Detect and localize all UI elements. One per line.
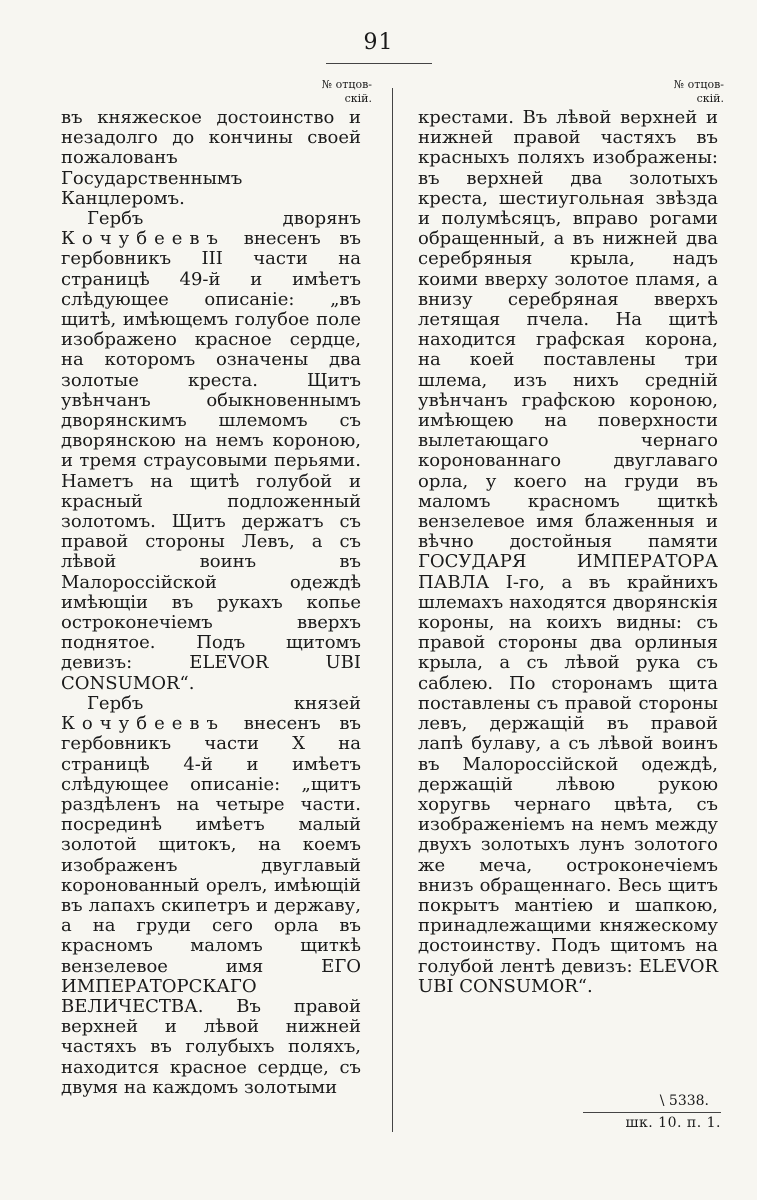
margin-note-right: № отцов- скій. bbox=[673, 78, 724, 105]
page-number-rule bbox=[326, 63, 432, 64]
right-column bbox=[418, 108, 718, 997]
right-paragraph-1: крестами. Въ лѣвой верхней и нижней правой частяхъ въ красныхъ поляхъ изображены: въ верхней два золотыхъ креста, шестиугольная звѣзда и полумѣсяцъ, вправо рогами обращенный, а въ нижней два серебряныя крыла, надъ коими вверху золотое пламя, а внизу серебряная вверхъ летящая пчела. На щитѣ находится графская корона, на коей поставлены три шлема, изъ нихъ средній увѣнчанъ графскою короною, имѣющею на поверхности вылетающаго чернаго коронованнаго двуглаваго орла, у коего на груди въ маломъ красномъ щиткѣ вензелевое имя блаженныя и вѣчно достойныя памяти ГОСУДАРЯ ИМПЕРАТОРА ПАВЛА I-го, а въ крайнихъ шлемахъ находятся дворянскія короны, на коихъ видны: съ правой стороны два орлиныя крыла, а съ лѣвой рука съ саблею. По сторонамъ щита поставлены съ правой стороны левъ, держащій въ правой лапѣ булаву, а съ лѣвой воинъ въ Малороссійской одеждѣ, держащій лѣвою рукою хоругвь чернаго цвѣта, съ изображеніемъ на немъ между двухъ золотыхъ лунъ золотого же меча, остроконечіемъ внизъ обращеннаго. Весь щитъ покрытъ мантіею и шапкою, принадлежащими княжескому достоинству. Подъ щитомъ на голубой лентѣ девизъ: ELEVOR UBI CONSUMOR“. bbox=[418, 107, 718, 997]
left-paragraph-3-body: внесенъ въ гербовникъ части X на страницѣ 4-й и имѣетъ слѣдующее описаніе: „щитъ раздѣленъ на четыре части. посрединѣ имѣетъ малый золотой щитокъ, на коемъ изображенъ двуглавый коронованный орелъ, имѣющій въ лапахъ скипетръ и державу, а на груди сего орла въ красномъ маломъ щиткѣ вензелевое имя ЕГО ИМПЕРАТОРСКАГО ВЕЛИЧЕСТВА. Въ правой верхней и лѣвой нижней частяхъ въ голубыхъ поляхъ, находится красное сердце, съ двумя на каждомъ золотыми bbox=[61, 713, 361, 1098]
margin-note-left: № отцов- скій. bbox=[321, 78, 372, 105]
left-paragraph-2 bbox=[61, 209, 361, 694]
page-number: 91 bbox=[363, 30, 394, 55]
left-paragraph-1: въ княжеское достоинство и незадолго до кончины своей пожалованъ Государственнымъ Канцлеромъ. bbox=[61, 107, 361, 209]
column-divider bbox=[392, 88, 393, 1132]
shelf-mark: шк. 10. п. 1. bbox=[625, 1115, 721, 1131]
family-name-kochubey: Кочубеевъ bbox=[61, 228, 225, 250]
family-name-kochubey-princes: Кочубеевъ bbox=[61, 713, 225, 735]
bottom-rule bbox=[583, 1112, 721, 1113]
left-paragraph-2-lead: Гербъ дворянъ bbox=[87, 208, 361, 230]
left-paragraph-3-lead: Гербъ князей bbox=[87, 692, 361, 714]
left-column bbox=[61, 108, 361, 1098]
left-paragraph-3 bbox=[61, 694, 361, 1098]
reference-code: \ 5338. bbox=[659, 1093, 709, 1109]
left-paragraph-2-body: внесенъ въ гербовникъ III части на страницѣ 49-й и имѣетъ слѣдующее описаніе: „въ щитѣ, имѣющемъ голубое поле изображено красное сердце, на которомъ означены два золотые креста. Щитъ увѣнчанъ обыкновеннымъ дворянскимъ шлемомъ съ дворянскою на немъ короною, и тремя страусовыми перьями. Наметъ на щитѣ голубой и красный подложенный золотомъ. Щитъ держатъ съ правой стороны Левъ, а съ лѣвой воинъ въ Малороссійской одеждѣ имѣющіи въ рукахъ копье остроконечіемъ вверхъ поднятое. Подъ щитомъ девизъ: ELEVOR UBI CONSUMOR“. bbox=[61, 228, 361, 694]
